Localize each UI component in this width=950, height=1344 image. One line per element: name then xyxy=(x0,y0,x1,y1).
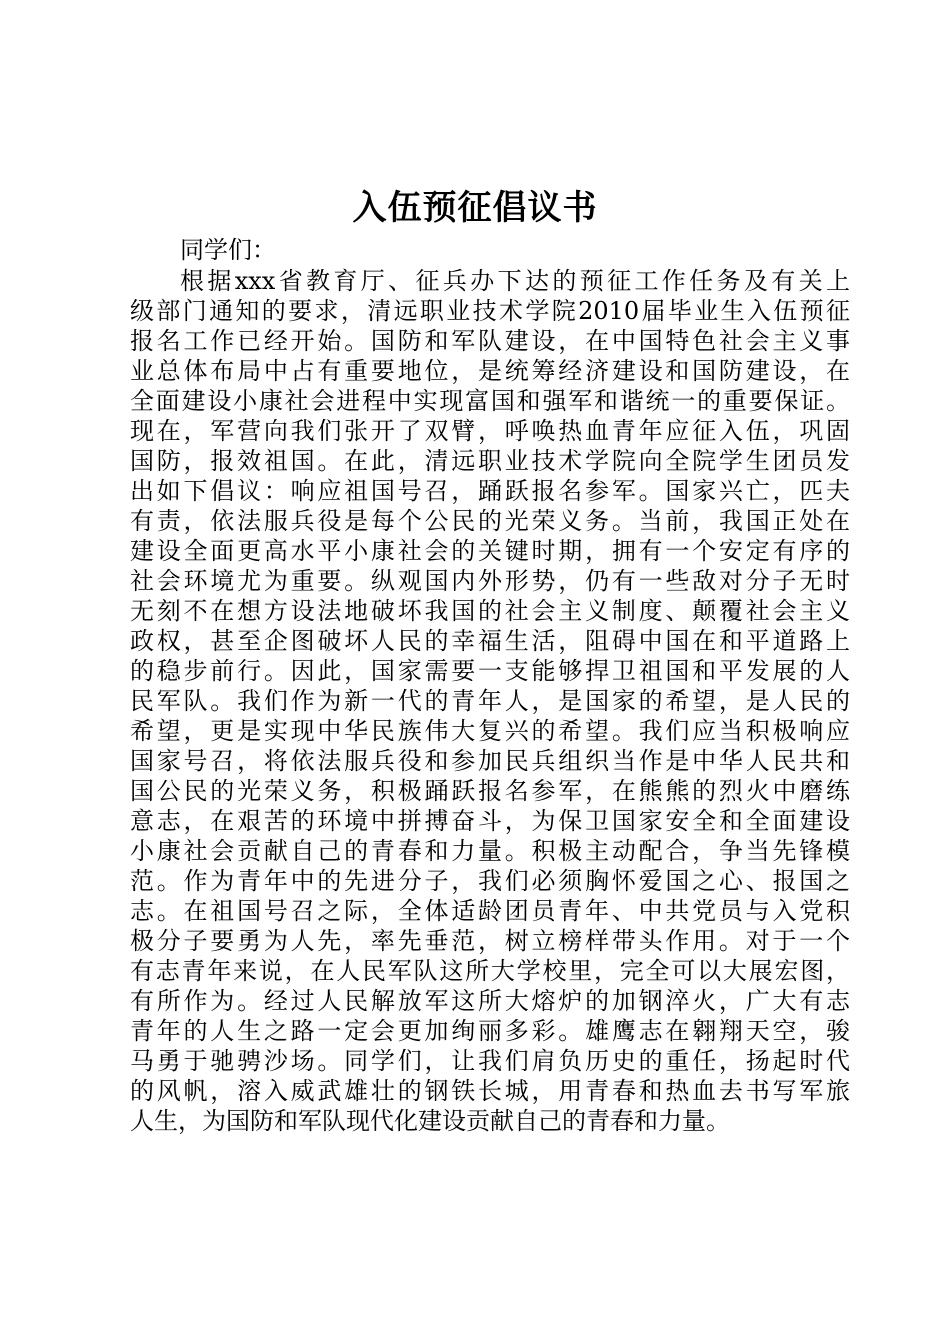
body-line: 的稳步前行。因此，国家需要一支能够捍卫祖国和平发展的人 xyxy=(130,657,850,685)
body-line: 无刻不在想方设法地破坏我国的社会主义制度、颠覆社会主义 xyxy=(130,597,850,625)
body-line: 全面建设小康社会进程中实现富国和强军和谐统一的重要保证。 xyxy=(130,387,850,415)
body-line: 社会环境尤为重要。纵观国内外形势，仍有一些敌对分子无时 xyxy=(130,567,850,595)
body-line: 有责，依法服兵役是每个公民的光荣义务。当前，我国正处在 xyxy=(130,507,850,535)
document-title: 入伍预征倡议书 xyxy=(352,188,598,228)
body-line: 国防，报效祖国。在此，清远职业技术学院向全院学生团员发 xyxy=(130,447,850,475)
body-line: 范。作为青年中的先进分子，我们必须胸怀爱国之心、报国之 xyxy=(130,867,850,895)
body-line: 业总体布局中占有重要地位，是统筹经济建设和国防建设，在 xyxy=(130,357,850,385)
body-line: 出如下倡议：响应祖国号召，踊跃报名参军。国家兴亡，匹夫 xyxy=(130,477,850,505)
body-line: 根据xxx省教育厅、征兵办下达的预征工作任务及有关上 xyxy=(180,267,850,295)
document-body xyxy=(130,266,850,1136)
body-line: 报名工作已经开始。国防和军队建设，在中国特色社会主义事 xyxy=(130,327,850,355)
body-line: 有志青年来说，在人民军队这所大学校里，完全可以大展宏图， xyxy=(130,957,850,985)
body-line: 现在，军营向我们张开了双臂，呼唤热血青年应征入伍，巩固 xyxy=(130,417,850,445)
body-line: 政权，甚至企图破坏人民的幸福生活，阻碍中国在和平道路上 xyxy=(130,627,850,655)
salutation: 同学们： xyxy=(180,236,276,264)
body-line: 国公民的光荣义务，积极踊跃报名参军，在熊熊的烈火中磨练 xyxy=(130,777,850,805)
body-line: 级部门通知的要求，清远职业技术学院2010届毕业生入伍预征 xyxy=(130,297,850,325)
body-line: 人生，为国防和军队现代化建设贡献自己的青春和力量。 xyxy=(130,1107,730,1135)
body-line: 民军队。我们作为新一代的青年人，是国家的希望，是人民的 xyxy=(130,687,850,715)
body-line: 建设全面更高水平小康社会的关键时期，拥有一个安定有序的 xyxy=(130,537,850,565)
body-line: 的风帆，溶入威武雄壮的钢铁长城，用青春和热血去书写军旅 xyxy=(130,1077,850,1105)
body-line: 小康社会贡献自己的青春和力量。积极主动配合，争当先锋模 xyxy=(130,837,850,865)
body-line: 极分子要勇为人先，率先垂范，树立榜样带头作用。对于一个 xyxy=(130,927,850,955)
body-line: 意志，在艰苦的环境中拼搏奋斗，为保卫国家安全和全面建设 xyxy=(130,807,850,835)
body-line: 希望，更是实现中华民族伟大复兴的希望。我们应当积极响应 xyxy=(130,717,850,745)
body-line: 国家号召，将依法服兵役和参加民兵组织当作是中华人民共和 xyxy=(130,747,850,775)
body-line: 志。在祖国号召之际，全体适龄团员青年、中共党员与入党积 xyxy=(130,897,850,925)
body-line: 有所作为。经过人民解放军这所大熔炉的加钢淬火，广大有志 xyxy=(130,987,850,1015)
body-line: 青年的人生之路一定会更加绚丽多彩。雄鹰志在翱翔天空，骏 xyxy=(130,1017,850,1045)
body-line: 马勇于驰骋沙场。同学们，让我们肩负历史的重任，扬起时代 xyxy=(130,1047,850,1075)
